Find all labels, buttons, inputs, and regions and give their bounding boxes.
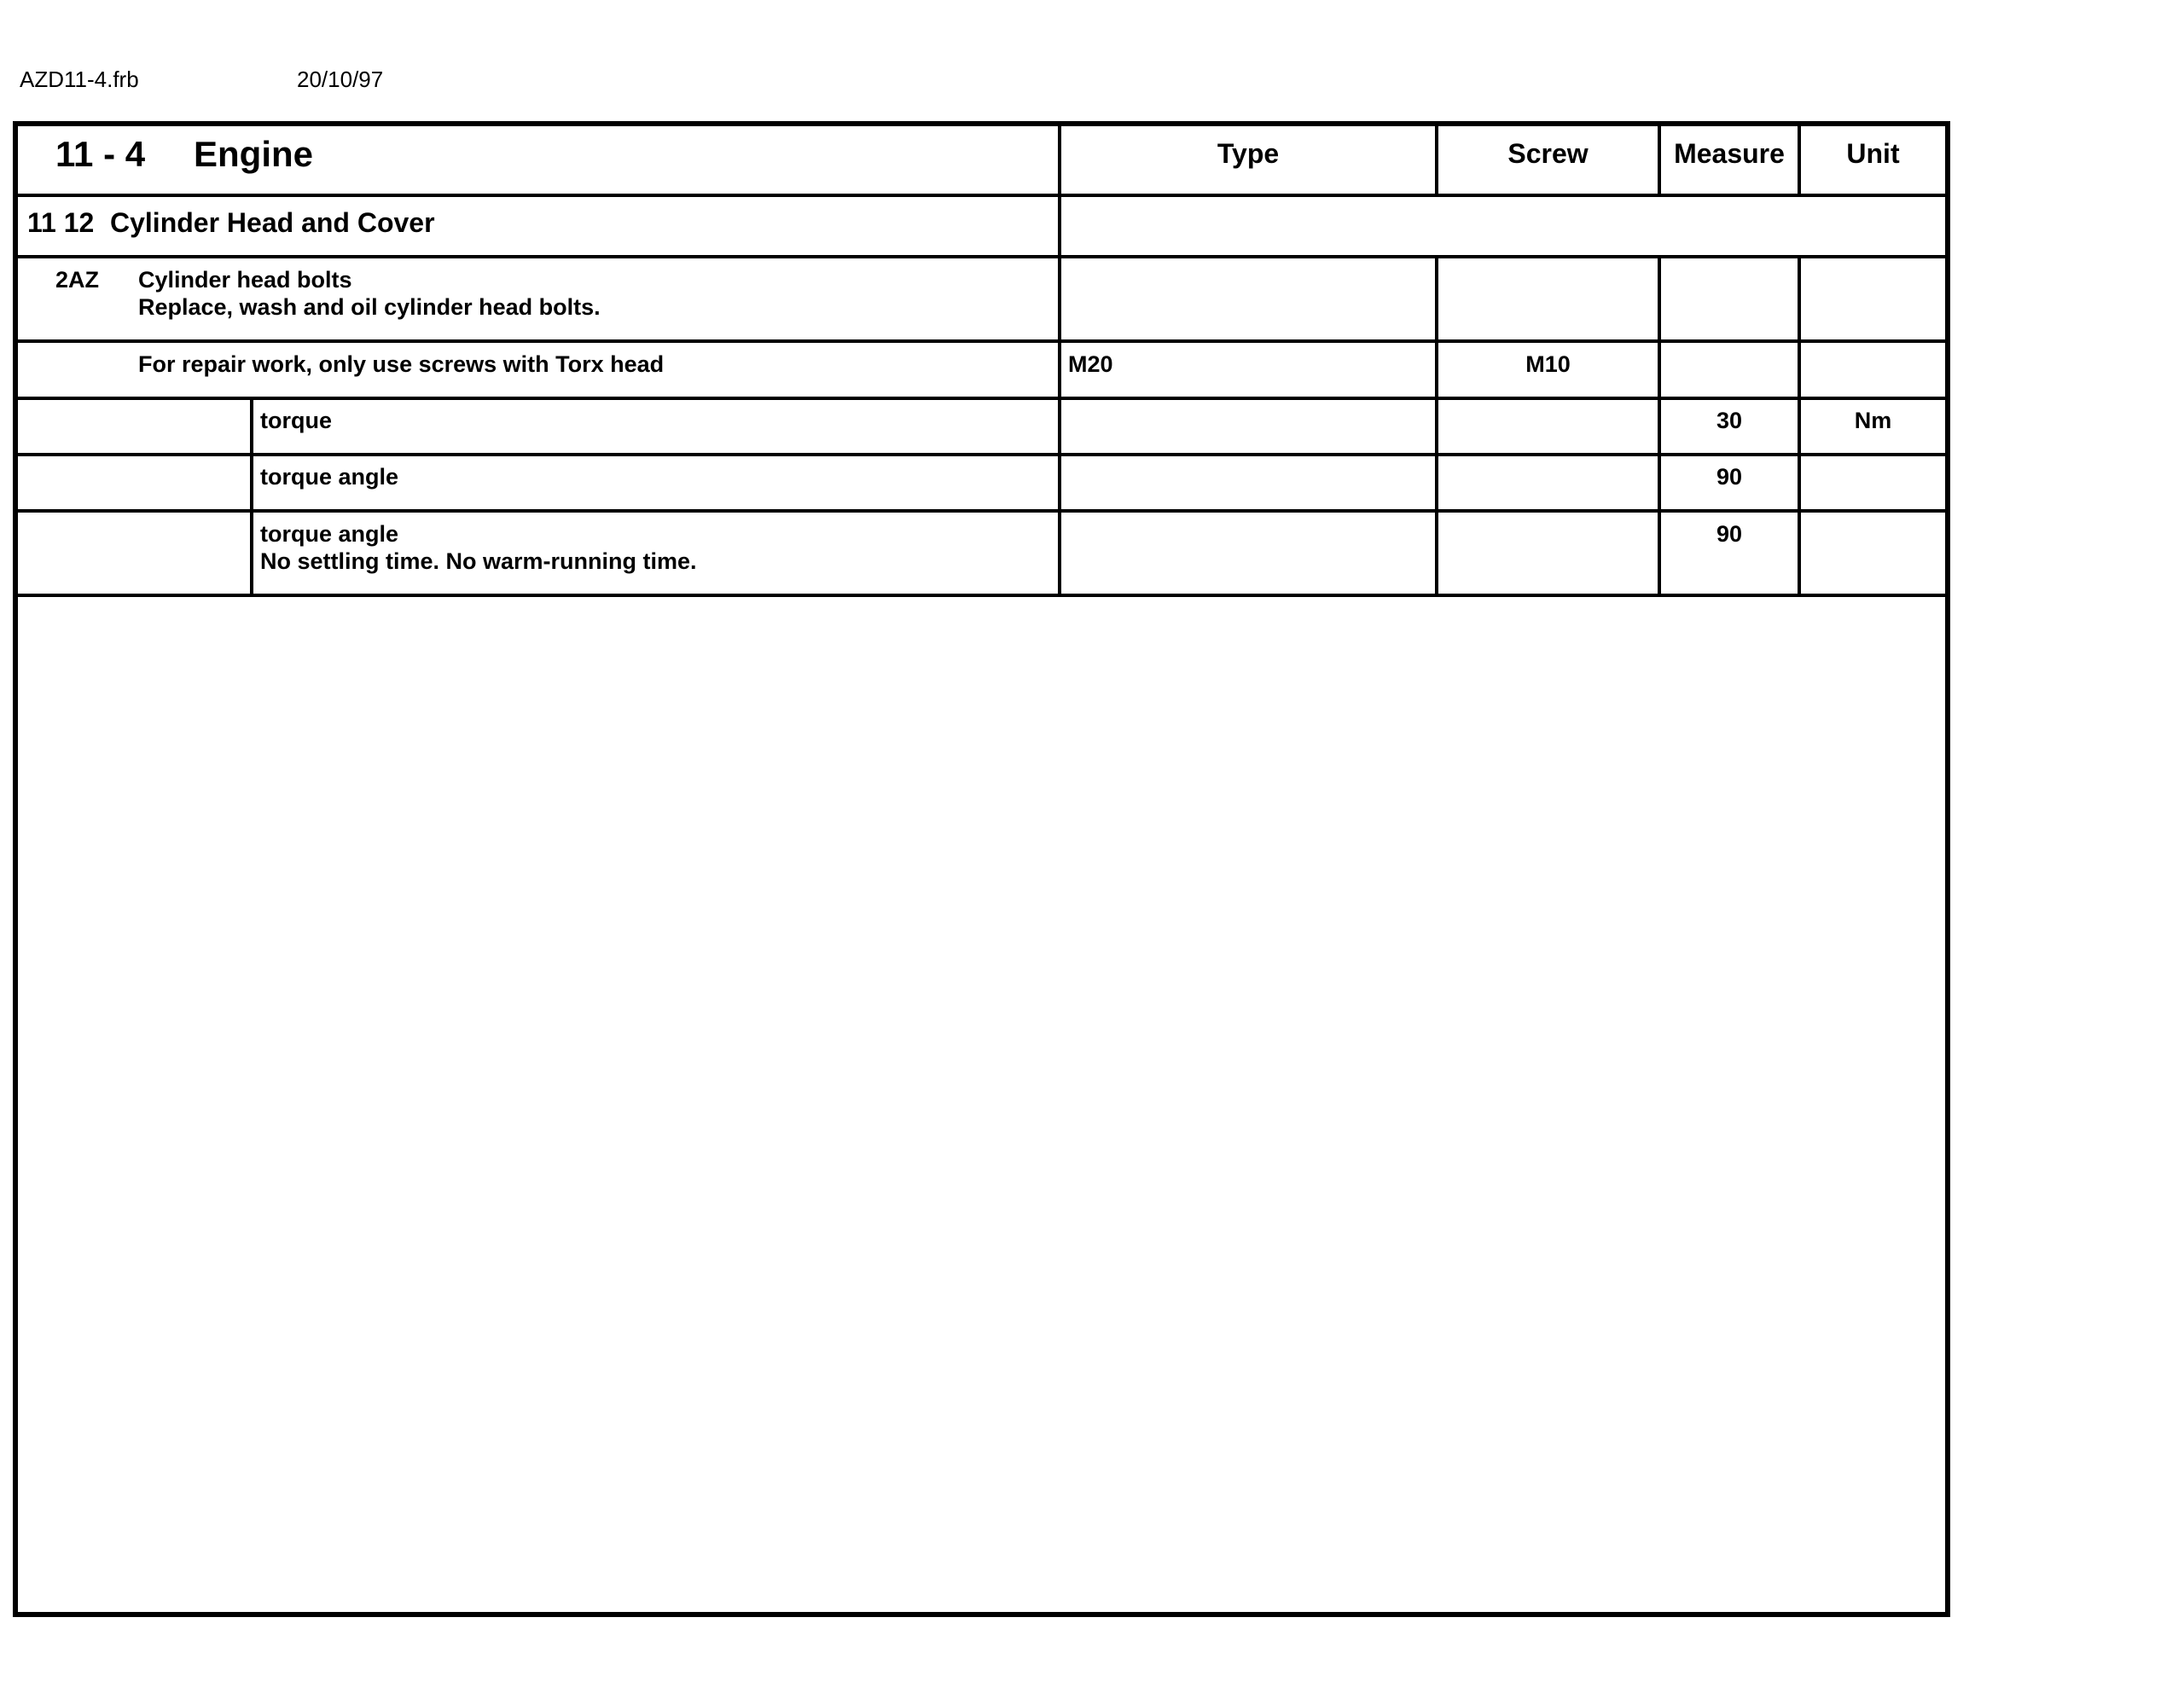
row-divider xyxy=(18,594,1945,597)
row-measure: 90 xyxy=(1716,464,1743,490)
column-header-screw: Screw xyxy=(1507,138,1589,169)
row-measure: 30 xyxy=(1716,408,1743,433)
table-title: Engine xyxy=(194,134,314,174)
row-description: torque xyxy=(260,408,332,433)
row-code: 2AZ xyxy=(55,267,100,293)
row-type: M20 xyxy=(1068,351,1113,377)
section-title: Cylinder Head and Cover xyxy=(110,207,435,238)
row-divider xyxy=(18,255,1945,258)
row-divider xyxy=(18,339,1945,343)
row-divider xyxy=(18,397,1945,400)
column-divider xyxy=(1435,255,1438,595)
row-unit: Nm xyxy=(1854,408,1892,433)
row-note: No settling time. No warm-running time. xyxy=(260,548,697,574)
table-border-right xyxy=(1945,121,1950,1617)
section-number: 11 12 xyxy=(27,207,95,238)
column-header-measure: Measure xyxy=(1674,138,1785,169)
sub-column-divider xyxy=(250,397,253,595)
table-border-left xyxy=(13,121,18,1617)
column-divider xyxy=(1058,126,1061,595)
row-note: Replace, wash and oil cylinder head bolts. xyxy=(138,294,601,320)
table-border-bottom xyxy=(13,1612,1950,1617)
row-description: torque angle xyxy=(260,521,399,547)
row-divider xyxy=(18,453,1945,456)
document-date: 20/10/97 xyxy=(297,67,384,92)
document-filename: AZD11-4.frb xyxy=(20,67,139,92)
row-description: torque angle xyxy=(260,464,399,490)
table-title-number: 11 - 4 xyxy=(55,134,146,174)
row-divider xyxy=(18,194,1945,197)
column-header-unit: Unit xyxy=(1846,138,1900,169)
row-measure: 90 xyxy=(1716,521,1743,547)
row-screw: M10 xyxy=(1525,351,1571,377)
column-header-type: Type xyxy=(1217,138,1280,169)
row-divider xyxy=(18,509,1945,513)
row-description: For repair work, only use screws with Torx head xyxy=(138,351,665,377)
row-description: Cylinder head bolts xyxy=(138,267,352,293)
